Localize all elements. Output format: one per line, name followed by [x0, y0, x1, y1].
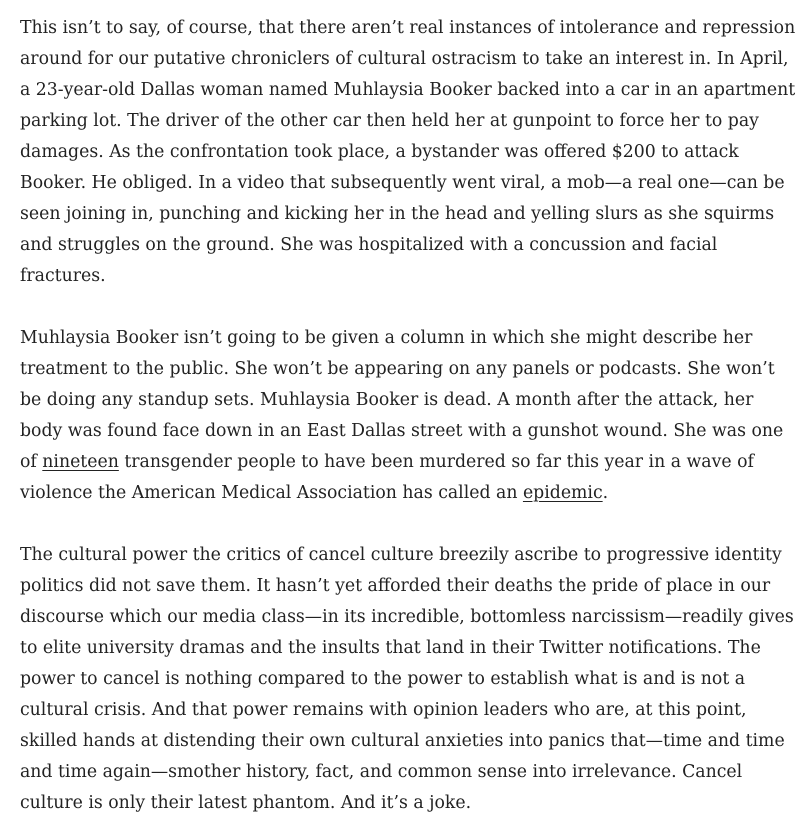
epidemic-link[interactable]: epidemic [522, 483, 603, 503]
paragraph-text: . [602, 483, 609, 503]
paragraph-booker-attack: This isn’t to say, of course, that there aren’t real instances of intolerance and repression around for our putative chroniclers of cultural ostracism to take an interest in. In April, a 23-year-old Dallas woman named Muhlaysia Booker backed into a car in an apartment parking lot. The driver of the other car then held her at gunpoint to force her to pay damages. As the confrontation took place, a bystander was offered $200 to attack Booker. He obliged. In a video that subsequently went viral, a mob—a real one—can be seen joining in, punching and kicking her in the head and yelling slurs as she squirms and struggles on the ground. She was hospitalized with a concussion and facial fractures. [20, 18, 796, 286]
paragraph-text: Muhlaysia Booker isn’t going to be given a column in which she might describe her treatment to the public. She won’t be appearing on any panels or podcasts. She won’t be doing any standup sets. Muhlaysia Booker is dead. A month after the attack, her body was found face down in an East Dallas street with a gunshot wound. She was one of [20, 328, 784, 472]
paragraph-booker-death [20, 323, 796, 509]
paragraph-text: transgender people to have been murdered so far this year in a wave of violence the American Medical Association has called an [20, 452, 754, 503]
nineteen-link[interactable]: nineteen [42, 452, 119, 472]
paragraph-cultural-power: The cultural power the critics of cancel culture breezily ascribe to progressive identity politics did not save them. It hasn’t yet afforded their deaths the pride of place in our discourse which our media class—in its incredible, bottomless narcissism—readily gives to elite university dramas and the insults that land in their Twitter notifications. The power to cancel is nothing compared to the power to establish what is and is not a cultural crisis. And that power remains with opinion leaders who are, at this point, skilled hands at distending their own cultural anxieties into panics that—time and time and time again—smother history, fact, and common sense into irrelevance. Cancel culture is only their latest phantom. And it’s a joke. [20, 545, 794, 813]
